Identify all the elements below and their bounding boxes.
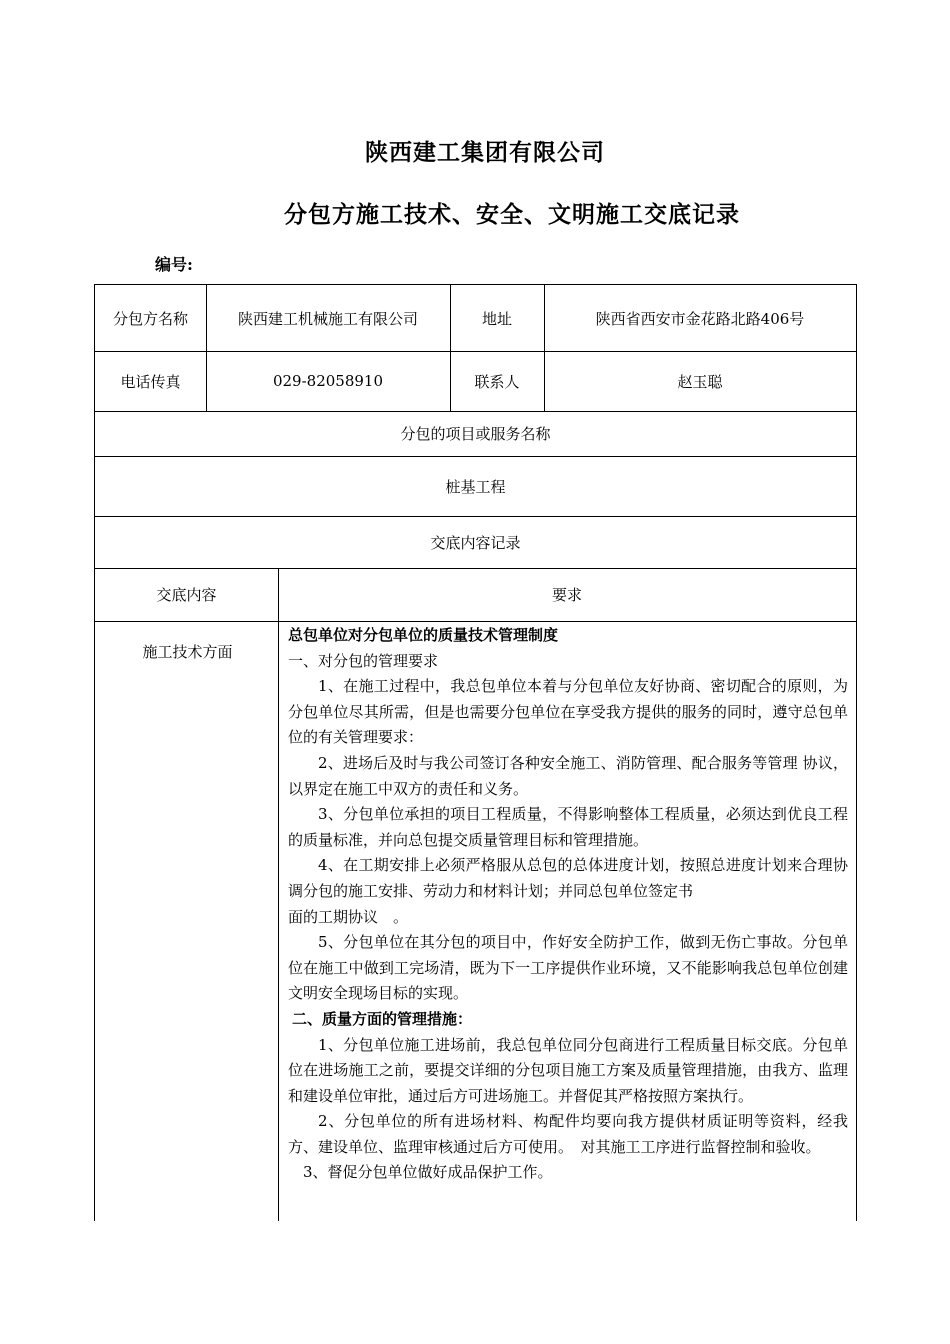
phone-label: 电话传真 <box>94 351 207 412</box>
document-title: 分包方施工技术、安全、文明施工交底记录 <box>284 201 740 228</box>
address-value: 陕西省西安市金花路北路406号 <box>544 284 857 352</box>
content-column-header: 交底内容 <box>94 568 279 622</box>
paragraph-9: 1、分包单位施工进场前，我总包单位同分包商进行工程质量目标交底。分包单位在进场施工之前，要提交详细的分包项目施工方案及质量管理措施，由我方、监理和建设单位审批，通过后方可进场施工。并督促其严格按照方案执行。 <box>288 1035 848 1105</box>
paragraph-11: 3、督促分包单位做好成品保护工作。 <box>303 1163 553 1182</box>
project-value: 桩基工程 <box>94 456 857 517</box>
number-label: 编号: <box>155 255 193 274</box>
phone-value: 029-82058910 <box>206 351 451 412</box>
paragraph-8: 二、质量方面的管理措施： <box>292 1009 473 1028</box>
paragraph-4: 3、分包单位承担的项目工程质量，不得影响整体工程质量，必须达到优良工程的质量标准，并向总包提交质量管理目标和管理措施。 <box>288 805 848 849</box>
paragraph-5: 4、在工期安排上必须严格服从总包的总体进度计划，按照总进度计划来合理协调分包的施工安排、劳动力和材料计划；并同总包单位签定书 <box>288 856 848 900</box>
subcontractor-name-value: 陕西建工机械施工有限公司 <box>206 284 451 352</box>
paragraph-3: 2、进场后及时与我公司签订各种安全施工、消防管理、配合服务等管理 协议，以界定在施工中双方的责任和义务。 <box>288 753 848 798</box>
paragraph-10: 2、分包单位的所有进场材料、构配件均要向我方提供材质证明等资料，经我方、建设单位、监理审核通过后方可使用。 对其施工工序进行监督控制和验收。 <box>288 1112 848 1156</box>
section-label: 施工技术方面 <box>142 643 233 661</box>
contact-label: 联系人 <box>450 351 545 412</box>
requirements-content <box>278 621 857 1221</box>
section-cell <box>94 621 279 1221</box>
record-label: 交底内容记录 <box>94 516 857 569</box>
paragraph-2: 1、在施工过程中，我总包单位本着与分包单位友好协商、密切配合的原则，为分包单位尽其所需，但是也需要分包单位在享受我方提供的服务的同时，遵守总包单位的有关管理要求： <box>288 677 848 747</box>
project-label: 分包的项目或服务名称 <box>94 411 857 457</box>
content-heading: 总包单位对分包单位的质量技术管理制度 <box>288 626 559 644</box>
contact-value: 赵玉聪 <box>544 351 857 412</box>
company-title: 陕西建工集团有限公司 <box>365 139 605 166</box>
paragraph-1: 一、对分包的管理要求 <box>288 651 439 670</box>
paragraph-7: 5、分包单位在其分包的项目中，作好安全防护工作，做到无伤亡事故。分包单位在施工中做到工完场清，既为下一工序提供作业环境，又不能影响我总包单位创建文明安全现场目标的实现。 <box>288 933 848 1003</box>
subcontractor-name-label: 分包方名称 <box>94 284 207 352</box>
paragraph-6: 面的工期协议 。 <box>288 907 409 926</box>
address-label: 地址 <box>450 284 545 352</box>
requirements-column-header: 要求 <box>278 568 857 622</box>
